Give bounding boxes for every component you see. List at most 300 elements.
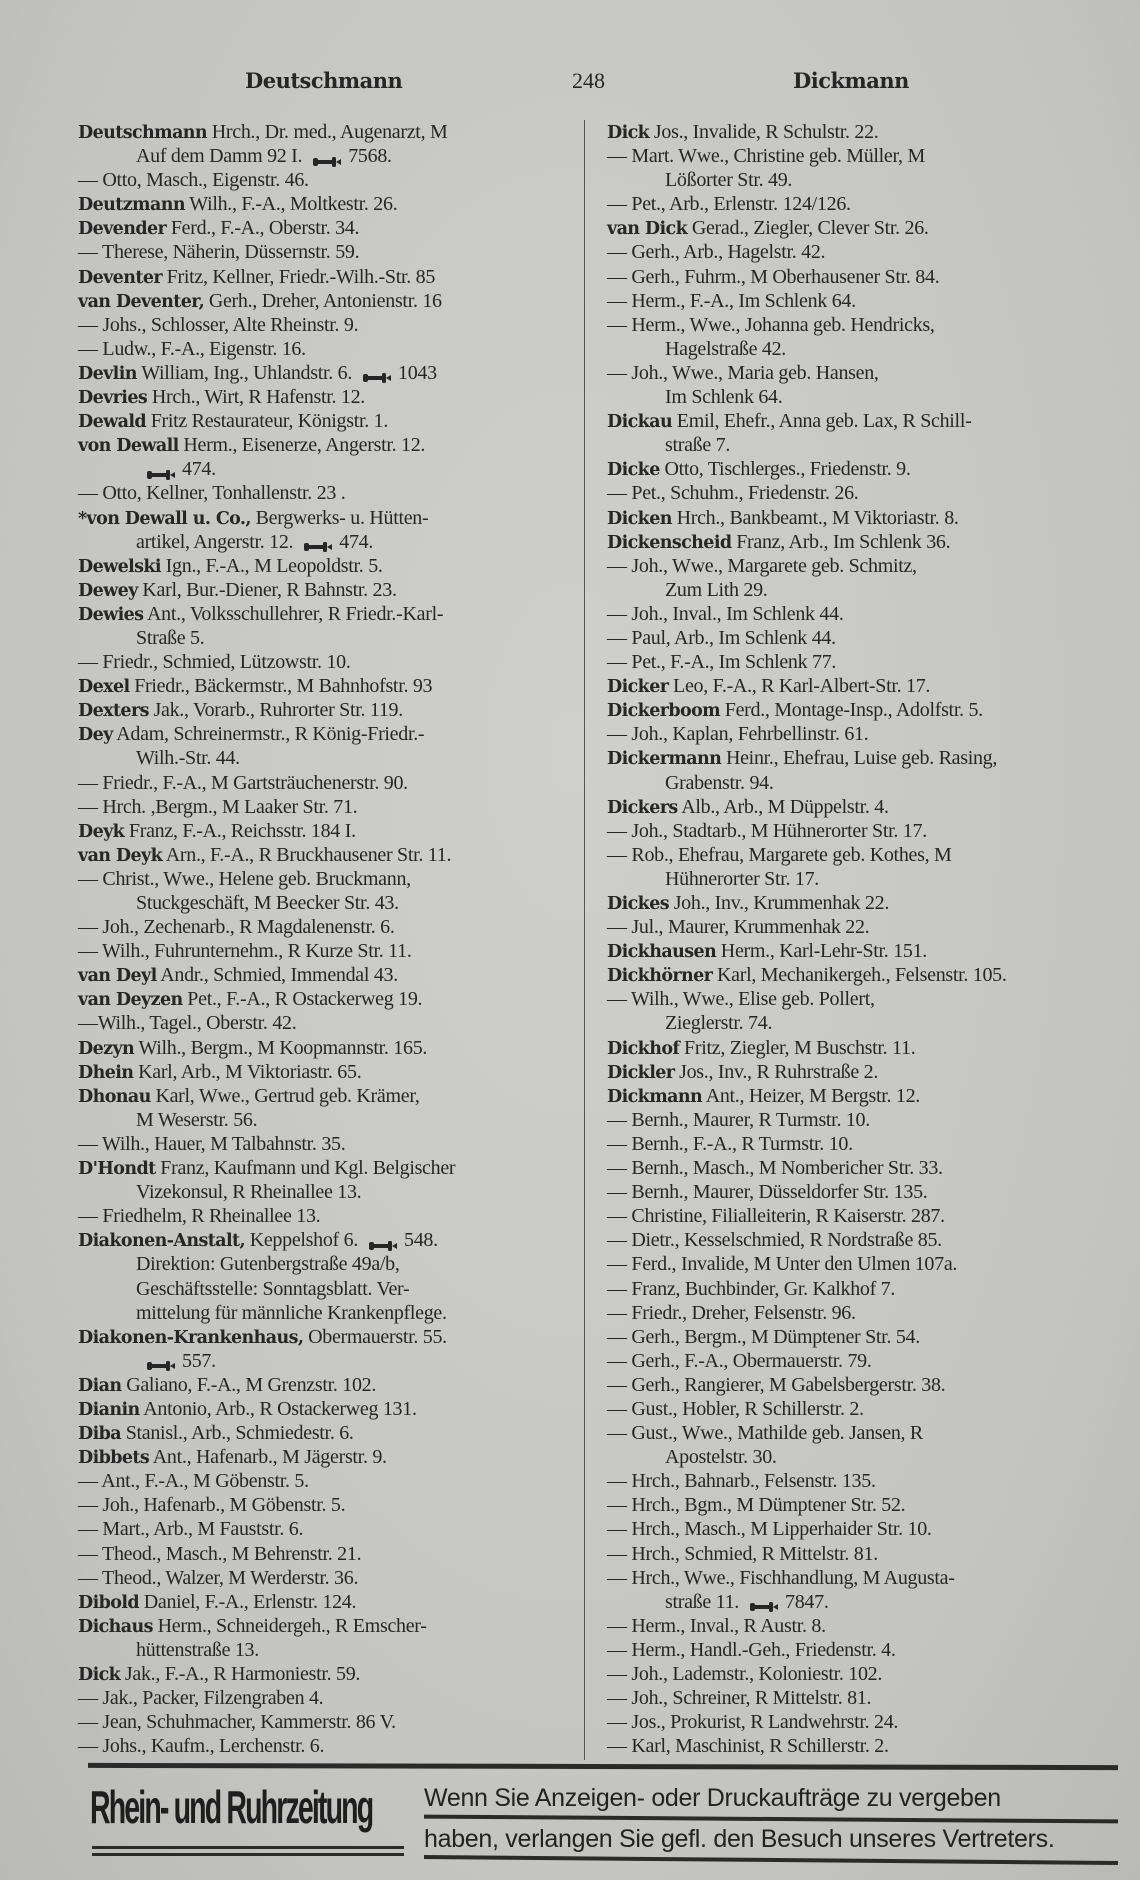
directory-entry-line: [78, 987, 573, 1011]
entry-details: Wilh.-Str. 44.: [136, 747, 240, 770]
entry-details: Karl, Wwe., Gertrud geb. Krämer,: [150, 1084, 420, 1107]
directory-entry-line: [78, 1036, 573, 1060]
directory-entry-line: [607, 1566, 1119, 1590]
entry-details: — Theod., Masch., M Behrenstr. 21.: [78, 1542, 362, 1565]
entry-details: — Gust., Hobler, R Schillerstr. 2.: [607, 1397, 864, 1420]
entry-details: — Therese, Näherin, Düssernstr. 59.: [78, 241, 360, 264]
entry-continuation-line: [78, 891, 573, 915]
entry-surname: Dewelski: [78, 556, 161, 577]
entry-details: — Joh., Schreiner, R Mittelstr. 81.: [607, 1687, 872, 1710]
directory-entry-line: [78, 192, 573, 216]
directory-entry-line: [78, 867, 573, 891]
entry-details: Vizekonsul, R Rheinallee 13.: [136, 1181, 362, 1204]
entry-details: Otto, Tischlerges., Friedenstr. 9.: [659, 458, 911, 481]
entry-details: Karl, Mechanikergeh., Felsenstr. 105.: [712, 964, 1007, 987]
entry-details: Jos., Inv., R Ruhrstraße 2.: [674, 1060, 879, 1083]
entry-details: — Friedr., Schmied, Lützowstr. 10.: [78, 651, 351, 674]
entry-surname: Diakonen-Krankenhaus,: [78, 1327, 304, 1348]
entry-details: Alb., Arb., M Düppelstr. 4.: [677, 795, 889, 818]
entry-details: mittelung für männliche Krankenpflege.: [136, 1301, 447, 1324]
entry-continuation-line: [607, 385, 1119, 409]
entry-details: — Rob., Ehefrau, Margarete geb. Kothes, M: [607, 843, 952, 866]
entry-continuation-line: [78, 1349, 573, 1373]
entry-details: Herm., Schneidergeh., R Emscher-: [152, 1614, 427, 1637]
telephone-icon: [312, 151, 342, 165]
entry-details: — Joh., Hafenarb., M Göbenstr. 5.: [78, 1494, 346, 1517]
directory-entry-line: [78, 1204, 573, 1228]
entry-details: Im Schlenk 64.: [665, 386, 783, 409]
directory-entry-line: [607, 1373, 1119, 1397]
entry-continuation-line: [607, 433, 1119, 457]
entry-details: Karl, Bur.-Diener, R Bahnstr. 23.: [137, 578, 397, 601]
entry-details: Pet., F.-A., R Ostackerweg 19.: [182, 988, 423, 1011]
entry-details: — Bernh., Maurer, R Turmstr. 10.: [607, 1108, 870, 1131]
entry-details: Stuckgeschäft, M Beecker Str. 43.: [136, 892, 399, 914]
directory-entry-line: [78, 1060, 573, 1084]
entry-surname: Dewey: [78, 580, 138, 601]
entry-surname: Dexel: [78, 677, 130, 698]
entry-details: — Friedr., F.-A., M Gartsträuchenerstr. 90.: [78, 771, 408, 794]
entry-details: — Karl, Maschinist, R Schillerstr. 2.: [607, 1735, 889, 1758]
entry-details: Jak., F.-A., R Harmoniestr. 59.: [120, 1663, 361, 1685]
entry-details: — Hrch., Bgm., M Dümptener Str. 52.: [607, 1494, 906, 1517]
entry-details: — Hrch., Schmied, R Mittelstr. 81.: [607, 1542, 878, 1565]
entry-surname: D'Hondt: [78, 1159, 156, 1180]
entry-details: — Herm., Handl.-Geh., Friedenstr. 4.: [607, 1638, 896, 1661]
entry-continuation-line: [78, 1252, 573, 1276]
entry-details: — Mart. Wwe., Christine geb. Müller, M: [607, 145, 925, 168]
directory-entry-line: [607, 1036, 1119, 1060]
entry-details: — Christ., Wwe., Helene geb. Bruckmann,: [78, 867, 411, 890]
directory-entry-line: [78, 361, 573, 385]
entry-details: Apostelstr. 30.: [665, 1446, 777, 1469]
directory-entry-line: [607, 240, 1119, 264]
directory-entry-line: [78, 1734, 573, 1758]
right-column: [607, 120, 1119, 1758]
directory-entry-line: [607, 915, 1119, 939]
entry-details: Geschäftsstelle: Sonntagsblatt. Ver-: [136, 1277, 410, 1300]
entry-details: — Friedr., Dreher, Felsenstr. 96.: [607, 1301, 856, 1324]
entry-details: — Gerh., F.-A., Obermauerstr. 79.: [607, 1349, 872, 1372]
entry-surname: Dickhof: [607, 1038, 680, 1059]
telephone-number: 1043: [398, 361, 437, 384]
entry-surname: Dewald: [78, 412, 146, 433]
directory-entry-line: [78, 265, 573, 289]
entry-details: Leo, F.-A., R Karl-Albert-Str. 17.: [668, 675, 931, 698]
telephone-number: 474.: [339, 530, 374, 553]
entry-surname: Dick: [78, 1665, 121, 1685]
directory-entry-line: [607, 216, 1119, 240]
ad-title-rule: [92, 1846, 404, 1849]
directory-entry-line: [607, 361, 1119, 385]
entry-surname: Dezyn: [78, 1038, 135, 1059]
entry-details: Andr., Schmied, Immendal 43.: [156, 964, 398, 987]
entry-details: — Gust., Wwe., Mathilde geb. Jansen, R: [607, 1422, 923, 1445]
directory-entry-line: [607, 963, 1119, 987]
entry-surname: Dicker: [607, 677, 669, 698]
entry-surname: van Dick: [607, 219, 688, 240]
entry-surname: Devries: [78, 388, 148, 409]
directory-entry-line: [607, 1734, 1119, 1758]
directory-entry-line: [78, 698, 573, 722]
entry-details: — Johs., Kaufm., Lerchenstr. 6.: [78, 1735, 325, 1758]
entry-details: — Theod., Walzer, M Werderstr. 36.: [78, 1566, 359, 1589]
entry-surname: Dickers: [607, 797, 678, 818]
entry-surname: Dhein: [78, 1062, 134, 1083]
directory-entry-line: [607, 313, 1119, 337]
telephone-icon: [146, 1355, 176, 1369]
directory-entry-line: [607, 722, 1119, 746]
directory-entry-line: [78, 674, 573, 698]
directory-entry-line: [78, 1469, 573, 1493]
entry-details: Ferd., F.-A., Oberstr. 34.: [166, 217, 360, 240]
entry-details: — Wilh., Fuhrunternehm., R Kurze Str. 11.: [78, 940, 412, 963]
directory-entry-line: [78, 385, 573, 409]
entry-details: — Herm., Inval., R Austr. 8.: [607, 1614, 826, 1637]
entry-continuation-line: [78, 530, 573, 554]
entry-continuation-line: [607, 578, 1119, 602]
directory-entry-line: [78, 1084, 573, 1108]
directory-entry-line: [607, 1517, 1119, 1541]
entry-surname: Dhonau: [78, 1086, 151, 1107]
entry-surname: Dibold: [78, 1592, 140, 1613]
entry-details: Hagelstraße 42.: [665, 337, 787, 360]
ad-text-line-2: haben, verlangen Sie gefl. den Besuch unseres Vertreters.: [424, 1825, 1055, 1853]
entry-details: — Hrch. ,Bergm., M Laaker Str. 71.: [78, 795, 358, 818]
entry-continuation-line: [78, 144, 573, 168]
telephone-icon: [749, 1596, 779, 1610]
entry-details: — Hrch., Wwe., Fischhandlung, M Augusta-: [607, 1566, 955, 1589]
directory-entry-line: [607, 819, 1119, 843]
directory-entry-line: [607, 626, 1119, 650]
entry-details: Hrch., Dr. med., Augenarzt, M: [207, 121, 448, 143]
entry-details: Ant., Heizer, M Bergstr. 12.: [702, 1084, 920, 1107]
entry-details: — Joh., Lademstr., Koloniestr. 102.: [607, 1663, 883, 1685]
directory-entry-line: [607, 1638, 1119, 1662]
directory-entry-line: [607, 1108, 1119, 1132]
entry-details: — Friedhelm, R Rheinallee 13.: [78, 1205, 321, 1228]
telephone-icon: [146, 464, 176, 478]
entry-details: — Gerh., Rangierer, M Gabelsbergerstr. 38.: [607, 1373, 946, 1396]
entry-surname: Diba: [78, 1424, 121, 1445]
entry-details: Hrch., Wirt, R Hafenstr. 12.: [147, 386, 366, 409]
directory-entry-line: [607, 1060, 1119, 1084]
directory-entry-line: [78, 168, 573, 192]
entry-details: Lößorter Str. 49.: [665, 169, 793, 192]
entry-details: Ant., Volksschullehrer, R Friedr.-Karl-: [143, 602, 444, 625]
entry-surname: van Deyzen: [78, 990, 183, 1011]
entry-details: Jos., Invalide, R Schulstr. 22.: [649, 121, 879, 143]
entry-surname: von Dewall: [78, 436, 179, 457]
entry-continuation-line: [78, 1277, 573, 1301]
entry-details: — Jak., Packer, Filzengraben 4.: [78, 1687, 324, 1710]
entry-details: Obermauerstr. 55.: [303, 1325, 447, 1348]
entry-details: — Pet., Schuhm., Friedenstr. 26.: [607, 482, 859, 505]
entry-details: Arn., F.-A., R Bruckhausener Str. 11.: [162, 843, 452, 866]
directory-entry-line: [607, 1180, 1119, 1204]
entry-details: — Herm., F.-A., Im Schlenk 64.: [607, 289, 856, 312]
directory-entry-line: [78, 843, 573, 867]
entry-surname: Dibbets: [78, 1448, 150, 1469]
entry-details: — Gerh., Arb., Hagelstr. 42.: [607, 241, 826, 264]
entry-surname: Diakonen-Anstalt,: [78, 1231, 246, 1252]
ad-title-rule: [92, 1853, 404, 1856]
directory-entry-line: [607, 1132, 1119, 1156]
entry-surname: Dexters: [78, 701, 149, 722]
directory-entry-line: [607, 1228, 1119, 1252]
entry-details: Wilh., Bergm., M Koopmannstr. 165.: [134, 1036, 428, 1059]
directory-entry-line: [607, 265, 1119, 289]
directory-entry-line: [607, 1662, 1119, 1686]
entry-surname: Devlin: [78, 363, 137, 384]
entry-details: Franz, Arb., Im Schlenk 36.: [731, 530, 951, 553]
directory-entry-line: [607, 457, 1119, 481]
directory-entry-line: [607, 409, 1119, 433]
entry-surname: Dickmann: [607, 1086, 703, 1107]
entry-details: Fritz, Kellner, Friedr.-Wilh.-Str. 85: [161, 265, 436, 288]
directory-entry-line: [607, 144, 1119, 168]
entry-surname: Deyk: [78, 821, 125, 842]
directory-entry-line: [78, 963, 573, 987]
directory-entry-line: [78, 1493, 573, 1517]
directory-entry-line: [78, 578, 573, 602]
directory-entry-line: [78, 240, 573, 264]
directory-entry-line: [78, 1397, 573, 1421]
directory-entry-line: [607, 1204, 1119, 1228]
directory-entry-line: [607, 674, 1119, 698]
telephone-icon: [368, 1235, 398, 1249]
entry-continuation-line: [78, 457, 573, 481]
entry-details: Antonio, Arb., R Ostackerweg 131.: [139, 1397, 417, 1420]
entry-details: — Joh., Zechenarb., R Magdalenenstr. 6.: [78, 916, 395, 939]
entry-details: Auf dem Damm 92 I.: [136, 145, 303, 168]
entry-details: M Weserstr. 56.: [136, 1108, 258, 1131]
directory-entry-line: [78, 650, 573, 674]
entry-continuation-line: [78, 1638, 573, 1662]
entry-surname: van Deyl: [78, 966, 157, 987]
telephone-number: 7568.: [348, 145, 392, 168]
directory-entry-line: [607, 1301, 1119, 1325]
directory-entry-line: [607, 1421, 1119, 1445]
directory-entry-line: [78, 313, 573, 337]
entry-details: Adam, Schreinermstr., R König-Friedr.-: [112, 723, 425, 746]
telephone-number: 548.: [404, 1229, 438, 1252]
entry-details: — Joh., Kaplan, Fehrbellinstr. 61.: [607, 723, 869, 746]
directory-entry-line: [607, 120, 1119, 144]
directory-entry-line: [607, 1156, 1119, 1180]
directory-entry-line: [607, 1493, 1119, 1517]
entry-details: Galiano, F.-A., M Grenzstr. 102.: [121, 1373, 377, 1396]
ad-text-line-1: Wenn Sie Anzeigen- oder Druckaufträge zu vergeben: [424, 1784, 1001, 1812]
entry-details: William, Ing., Uhlandstr. 6.: [136, 361, 353, 384]
directory-entry-line: [78, 337, 573, 361]
directory-entry-line: [607, 602, 1119, 626]
entry-details: — Ferd., Invalide, M Unter den Ulmen 107a.: [607, 1253, 958, 1276]
entry-surname: Devender: [78, 219, 167, 240]
entry-details: Gerad., Ziegler, Clever Str. 26.: [687, 217, 929, 240]
entry-details: Jak., Vorarb., Ruhrorter Str. 119.: [148, 699, 403, 722]
directory-entry-line: [607, 289, 1119, 313]
directory-entry-line: [78, 819, 573, 843]
directory-entry-line: [78, 1156, 573, 1180]
entry-details: — Ant., F.-A., M Göbenstr. 5.: [78, 1470, 309, 1493]
entry-continuation-line: [78, 626, 573, 650]
directory-entry-line: [607, 891, 1119, 915]
entry-details: Franz, Kaufmann und Kgl. Belgischer: [155, 1157, 456, 1180]
directory-entry-line: [607, 1277, 1119, 1301]
entry-surname: Dickler: [607, 1062, 675, 1083]
entry-surname: Deventer: [78, 267, 162, 288]
entry-details: —Wilh., Tagel., Oberstr. 42.: [78, 1012, 297, 1035]
directory-entry-line: [607, 554, 1119, 578]
entry-details: Franz, F.-A., Reichsstr. 184 I.: [124, 819, 356, 842]
directory-entry-line: [607, 987, 1119, 1011]
directory-entry-line: [78, 506, 573, 530]
directory-entry-line: [607, 795, 1119, 819]
entry-details: — Dietr., Kesselschmied, R Nordstraße 85.: [607, 1229, 942, 1252]
entry-continuation-line: [78, 1108, 573, 1132]
entry-continuation-line: [607, 168, 1119, 192]
directory-entry-line: [607, 506, 1119, 530]
entry-surname: Dickermann: [607, 749, 722, 770]
entry-details: Fritz, Ziegler, M Buschstr. 11.: [679, 1036, 916, 1059]
entry-details: Heinr., Ehefrau, Luise geb. Rasing,: [721, 747, 998, 770]
entry-details: — Jos., Prokurist, R Landwehrstr. 24.: [607, 1711, 899, 1734]
directory-entry-line: [78, 1011, 573, 1035]
directory-entry-line: [78, 1373, 573, 1397]
entry-details: — Herm., Wwe., Johanna geb. Hendricks,: [607, 313, 935, 336]
entry-details: Karl, Arb., M Viktoriastr. 65.: [133, 1060, 362, 1083]
entry-details: — Joh., Wwe., Margarete geb. Schmitz,: [607, 554, 917, 577]
directory-entry-line: [607, 481, 1119, 505]
entry-surname: Deutschmann: [78, 123, 208, 143]
directory-entry-line: [78, 1132, 573, 1156]
directory-entry-line: [607, 1710, 1119, 1734]
entry-details: straße 11.: [665, 1590, 740, 1613]
directory-entry-line: [78, 554, 573, 578]
entry-details: Keppelshof 6.: [245, 1229, 359, 1252]
directory-entry-line: [607, 1542, 1119, 1566]
entry-details: Straße 5.: [136, 626, 205, 649]
entry-surname: Dickhausen: [607, 942, 717, 963]
directory-entry-line: [78, 1686, 573, 1710]
entry-details: Grabenstr. 94.: [665, 771, 774, 794]
entry-surname: Dichaus: [78, 1616, 153, 1637]
entry-details: Zum Lith 29.: [665, 578, 768, 601]
directory-entry-line: [78, 433, 573, 457]
entry-details: — Bernh., F.-A., R Turmstr. 10.: [607, 1132, 853, 1155]
entry-surname: Deutzmann: [78, 195, 185, 216]
entry-details: — Joh., Wwe., Maria geb. Hansen,: [607, 361, 879, 384]
entry-details: Hrch., Bankbeamt., M Viktoriastr. 8.: [671, 506, 959, 529]
entry-surname: Dickerboom: [607, 701, 721, 722]
directory-entry-line: [78, 1421, 573, 1445]
directory-entry-line: [78, 216, 573, 240]
entry-details: — Johs., Schlosser, Alte Rheinstr. 9.: [78, 313, 359, 336]
entry-details: — Jean, Schuhmacher, Kammerstr. 86 V.: [78, 1711, 396, 1734]
directory-entry-line: [607, 1325, 1119, 1349]
entry-details: Direktion: Gutenbergstraße 49a/b,: [136, 1253, 400, 1276]
directory-entry-line: [78, 1566, 573, 1590]
entry-details: — Franz, Buchbinder, Gr. Kalkhof 7.: [607, 1277, 896, 1300]
telephone-number: 557.: [182, 1349, 216, 1372]
entry-details: Ign., F.-A., M Leopoldstr. 5.: [160, 554, 383, 577]
directory-entry-line: [607, 746, 1119, 770]
directory-entry-line: [78, 795, 573, 819]
directory-entry-line: [78, 1517, 573, 1541]
entry-details: artikel, Angerstr. 12.: [136, 530, 294, 553]
entry-details: — Pet., F.-A., Im Schlenk 77.: [607, 651, 837, 674]
entry-details: — Gerh., Fuhrm., M Oberhausener Str. 84.: [607, 265, 940, 288]
entry-continuation-line: [607, 337, 1119, 361]
entry-surname: Dickenscheid: [607, 532, 732, 553]
directory-entry-line: [78, 1445, 573, 1469]
directory-entry-line: [78, 722, 573, 746]
entry-details: — Wilh., Wwe., Elise geb. Pollert,: [607, 988, 875, 1011]
entry-continuation-line: [607, 1590, 1119, 1614]
entry-continuation-line: [607, 867, 1119, 891]
directory-entry-line: [78, 1710, 573, 1734]
column-divider: [584, 120, 585, 1760]
entry-surname: Dianin: [78, 1399, 140, 1420]
entry-details: Wilh., F.-A., Moltkestr. 26.: [184, 193, 398, 216]
directory-entry-line: [78, 409, 573, 433]
directory-entry-line: [78, 1590, 573, 1614]
entry-surname: *von Dewall u. Co.,: [78, 508, 251, 529]
directory-entry-line: [78, 289, 573, 313]
directory-entry-line: [607, 650, 1119, 674]
entry-continuation-line: [607, 1011, 1119, 1035]
entry-details: — Otto, Masch., Eigenstr. 46.: [78, 169, 309, 192]
entry-details: Bergwerks- u. Hütten-: [250, 506, 429, 529]
entry-details: Hühnerorter Str. 17.: [665, 867, 819, 890]
directory-entry-line: [607, 1614, 1119, 1638]
directory-entry-line: [607, 1397, 1119, 1421]
directory-entry-line: [78, 1228, 573, 1252]
entry-details: — Ludw., F.-A., Eigenstr. 16.: [78, 337, 306, 360]
entry-details: — Joh., Stadtarb., M Hühnerorter Str. 17.: [607, 819, 927, 842]
entry-surname: Dey: [78, 725, 113, 746]
entry-surname: van Deyk: [78, 845, 163, 866]
telephone-number: 7847.: [785, 1590, 829, 1613]
entry-surname: Dickau: [607, 412, 673, 433]
entry-details: Gerh., Dreher, Antonienstr. 16: [204, 289, 442, 312]
directory-entry-line: [607, 1469, 1119, 1493]
directory-entry-line: [78, 481, 573, 505]
entry-continuation-line: [78, 1180, 573, 1204]
directory-entry-line: [607, 1349, 1119, 1373]
directory-entry-line: [607, 939, 1119, 963]
entry-details: Emil, Ehefr., Anna geb. Lax, R Schill-: [672, 410, 972, 433]
entry-details: — Bernh., Maurer, Düsseldorfer Str. 135.: [607, 1181, 928, 1204]
directory-entry-line: [607, 530, 1119, 554]
page-number: 248: [572, 68, 605, 93]
entry-continuation-line: [78, 1301, 573, 1325]
entry-details: — Hrch., Bahnarb., Felsenstr. 135.: [607, 1470, 876, 1493]
entry-surname: Dicke: [607, 460, 660, 481]
entry-details: Herm., Karl-Lehr-Str. 151.: [716, 940, 927, 963]
entry-details: — Wilh., Hauer, M Talbahnstr. 35.: [78, 1132, 346, 1155]
entry-details: Ferd., Montage-Insp., Adolfstr. 5.: [720, 699, 983, 722]
entry-details: — Bernh., Masch., M Nombericher Str. 33.: [607, 1157, 943, 1180]
entry-details: Stanisl., Arb., Schmiedestr. 6.: [121, 1422, 354, 1445]
entry-surname: Dick: [607, 123, 650, 143]
entry-details: — Mart., Arb., M Fauststr. 6.: [78, 1518, 304, 1541]
entry-surname: Dickhörner: [607, 966, 713, 987]
directory-entry-line: [78, 120, 573, 144]
entry-details: — Hrch., Masch., M Lipperhaider Str. 10.: [607, 1518, 932, 1541]
entry-continuation-line: [78, 746, 573, 770]
